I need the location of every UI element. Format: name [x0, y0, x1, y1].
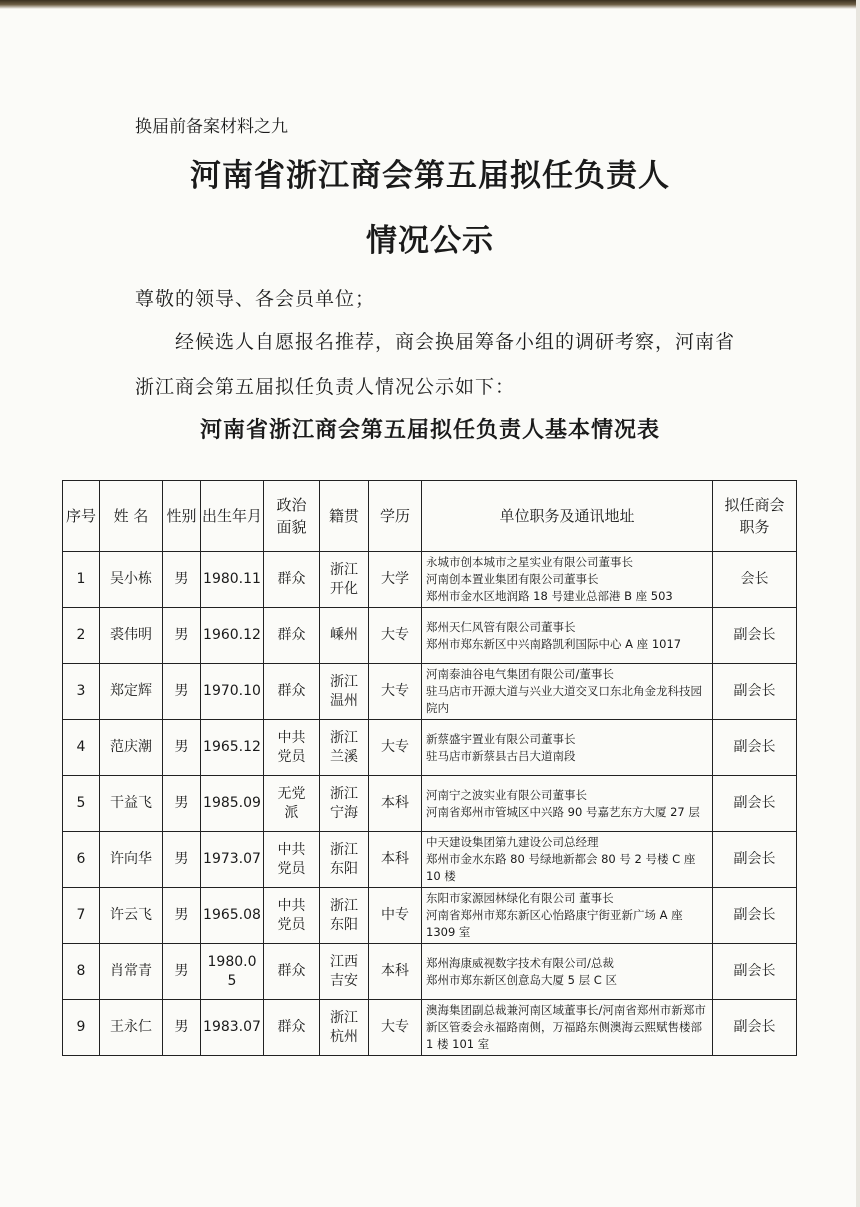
- table-title: 河南省浙江商会第五届拟任负责人基本情况表: [199, 417, 660, 443]
- cell-birth: 1960.12: [201, 608, 264, 664]
- cell-no: 3: [63, 664, 100, 720]
- address-line: 河南省郑州市管城区中兴路 90 号嘉艺东方大厦 27 层: [426, 804, 700, 819]
- cell-name: 范庆潮: [100, 720, 163, 776]
- table-row: [63, 608, 797, 664]
- cell-address: [422, 552, 713, 608]
- candidates-table: [62, 480, 797, 1056]
- cell-name: 许向华: [100, 832, 163, 888]
- address-line: 驻马店市新蔡县古吕大道南段: [426, 748, 576, 763]
- cell-origin: 江西 吉安: [320, 944, 369, 1000]
- cell-birth: 1980.0 5: [201, 944, 264, 1000]
- cell-political: 无党 派: [264, 776, 320, 832]
- cell-political: 中共 党员: [264, 888, 320, 944]
- cell-origin: 浙江 宁海: [320, 776, 369, 832]
- cell-education: 本科: [369, 776, 422, 832]
- cell-position: 副会长: [713, 664, 797, 720]
- cell-no: 6: [63, 832, 100, 888]
- cell-education: 大专: [369, 720, 422, 776]
- cell-address: [422, 608, 713, 664]
- cell-address: [422, 1000, 713, 1056]
- address-line: 郑州天仁风管有限公司董事长: [426, 619, 576, 634]
- document-title: 河南省浙江商会第五届拟任负责人: [190, 158, 670, 194]
- cell-political: 群众: [264, 608, 320, 664]
- cell-address: [422, 664, 713, 720]
- cell-gender: 男: [163, 888, 201, 944]
- address-line: 澳海集团副总裁兼河南区域董事长/河南省郑州市新郑市新区管委会永福路南侧，万福路东侧澳海云熙赋售楼部 1 楼 101 室: [426, 1003, 706, 1051]
- table-row: [63, 552, 797, 608]
- table-row: [63, 1000, 797, 1056]
- cell-no: 5: [63, 776, 100, 832]
- intro-paragraph-line1: 经候选人自愿报名推荐，商会换届筹备小组的调研考察，河南省: [175, 331, 736, 353]
- cell-political: 群众: [264, 552, 320, 608]
- cell-political: 群众: [264, 664, 320, 720]
- col-header-address: 单位职务及通讯地址: [422, 481, 713, 552]
- address-line: 河南创本置业集团有限公司董事长: [426, 572, 599, 586]
- cell-birth: 1980.11: [201, 552, 264, 608]
- cell-no: 2: [63, 608, 100, 664]
- cell-gender: 男: [163, 832, 201, 888]
- cell-political: 中共 党员: [264, 720, 320, 776]
- cell-political: 群众: [264, 1000, 320, 1056]
- scan-top-edge: [0, 0, 860, 9]
- cell-position: 副会长: [713, 720, 797, 776]
- cell-name: 肖常青: [100, 944, 163, 1000]
- address-line: 郑州市郑东新区创意岛大厦 5 层 C 区: [426, 972, 617, 987]
- cell-position: 副会长: [713, 888, 797, 944]
- cell-education: 大专: [369, 664, 422, 720]
- address-line: 郑州市金水东路 80 号绿地新都会 80 号 2 号楼 C 座 10 楼: [426, 852, 696, 883]
- address-line: 中天建设集团第九建设公司总经理: [426, 835, 599, 849]
- document-title-line2: 情况公示: [366, 223, 494, 259]
- cell-address: [422, 720, 713, 776]
- cell-no: 4: [63, 720, 100, 776]
- cell-gender: 男: [163, 944, 201, 1000]
- cell-birth: 1965.12: [201, 720, 264, 776]
- cell-name: 王永仁: [100, 1000, 163, 1056]
- cell-position: 副会长: [713, 944, 797, 1000]
- cell-education: 大学: [369, 552, 422, 608]
- cell-origin: 嵊州: [320, 608, 369, 664]
- cell-origin: 浙江 温州: [320, 664, 369, 720]
- cell-origin: 浙江 开化: [320, 552, 369, 608]
- cell-address: [422, 832, 713, 888]
- address-line: 永城市创本城市之星实业有限公司董事长: [426, 555, 633, 569]
- cell-political: 中共 党员: [264, 832, 320, 888]
- cell-position: 副会长: [713, 1000, 797, 1056]
- cell-address: [422, 888, 713, 944]
- table-row: [63, 664, 797, 720]
- col-header-origin: 籍贯: [320, 481, 369, 552]
- cell-no: 7: [63, 888, 100, 944]
- intro-paragraph-line2: 浙江商会第五届拟任负责人情况公示如下：: [135, 376, 516, 398]
- cell-education: 本科: [369, 832, 422, 888]
- cell-birth: 1973.07: [201, 832, 264, 888]
- table-row: [63, 944, 797, 1000]
- cell-position: 副会长: [713, 608, 797, 664]
- table-row: [63, 832, 797, 888]
- address-line: 驻马店市开源大道与兴业大道交叉口东北角金龙科技园院内: [426, 684, 702, 715]
- cell-origin: 浙江 杭州: [320, 1000, 369, 1056]
- cell-birth: 1983.07: [201, 1000, 264, 1056]
- cell-no: 9: [63, 1000, 100, 1056]
- cell-name: 吴小栋: [100, 552, 163, 608]
- cell-position: 副会长: [713, 832, 797, 888]
- filing-label: 换届前备案材料之九: [135, 117, 288, 137]
- cell-education: 中专: [369, 888, 422, 944]
- cell-political: 群众: [264, 944, 320, 1000]
- cell-address: [422, 944, 713, 1000]
- cell-origin: 浙江 东阳: [320, 832, 369, 888]
- cell-birth: 1985.09: [201, 776, 264, 832]
- greeting: 尊敬的领导、各会员单位；: [135, 288, 376, 310]
- cell-birth: 1970.10: [201, 664, 264, 720]
- cell-education: 大专: [369, 608, 422, 664]
- address-line: 河南宁之波实业有限公司董事长: [426, 787, 587, 802]
- table-row: [63, 720, 797, 776]
- cell-position: 副会长: [713, 776, 797, 832]
- cell-gender: 男: [163, 1000, 201, 1056]
- cell-gender: 男: [163, 776, 201, 832]
- cell-position: 会长: [713, 552, 797, 608]
- address-line: 郑州海康威视数字技术有限公司/总裁: [426, 955, 614, 970]
- cell-no: 8: [63, 944, 100, 1000]
- table-header-row: [63, 481, 797, 552]
- col-header-education: 学历: [369, 481, 422, 552]
- cell-gender: 男: [163, 552, 201, 608]
- col-header-political: 政治 面貌: [264, 481, 320, 552]
- address-line: 郑州市金水区地润路 18 号建业总部港 B 座 503: [426, 589, 673, 603]
- cell-birth: 1965.08: [201, 888, 264, 944]
- address-line: 河南省郑州市郑东新区心怡路康宁街亚新广场 A 座 1309 室: [426, 908, 683, 939]
- cell-education: 本科: [369, 944, 422, 1000]
- table-row: [63, 888, 797, 944]
- cell-name: 郑定辉: [100, 664, 163, 720]
- cell-origin: 浙江 兰溪: [320, 720, 369, 776]
- address-line: 郑州市郑东新区中兴南路凯利国际中心 A 座 1017: [426, 636, 682, 651]
- cell-name: 许云飞: [100, 888, 163, 944]
- address-line: 新蔡盛宇置业有限公司董事长: [426, 731, 576, 746]
- cell-name: 干益飞: [100, 776, 163, 832]
- table-body: [63, 552, 797, 1056]
- cell-education: 大专: [369, 1000, 422, 1056]
- table-row: [63, 776, 797, 832]
- cell-gender: 男: [163, 720, 201, 776]
- col-header-name: 姓 名: [100, 481, 163, 552]
- cell-no: 1: [63, 552, 100, 608]
- col-header-position: 拟任商会 职务: [713, 481, 797, 552]
- col-header-birth: 出生年月: [201, 481, 264, 552]
- col-header-no: 序号: [63, 481, 100, 552]
- cell-address: [422, 776, 713, 832]
- address-line: 河南泰油谷电气集团有限公司/董事长: [426, 667, 614, 681]
- cell-gender: 男: [163, 664, 201, 720]
- cell-name: 裘伟明: [100, 608, 163, 664]
- address-line: 东阳市家源园林绿化有限公司 董事长: [426, 891, 614, 905]
- col-header-gender: 性别: [163, 481, 201, 552]
- cell-origin: 浙江 东阳: [320, 888, 369, 944]
- cell-gender: 男: [163, 608, 201, 664]
